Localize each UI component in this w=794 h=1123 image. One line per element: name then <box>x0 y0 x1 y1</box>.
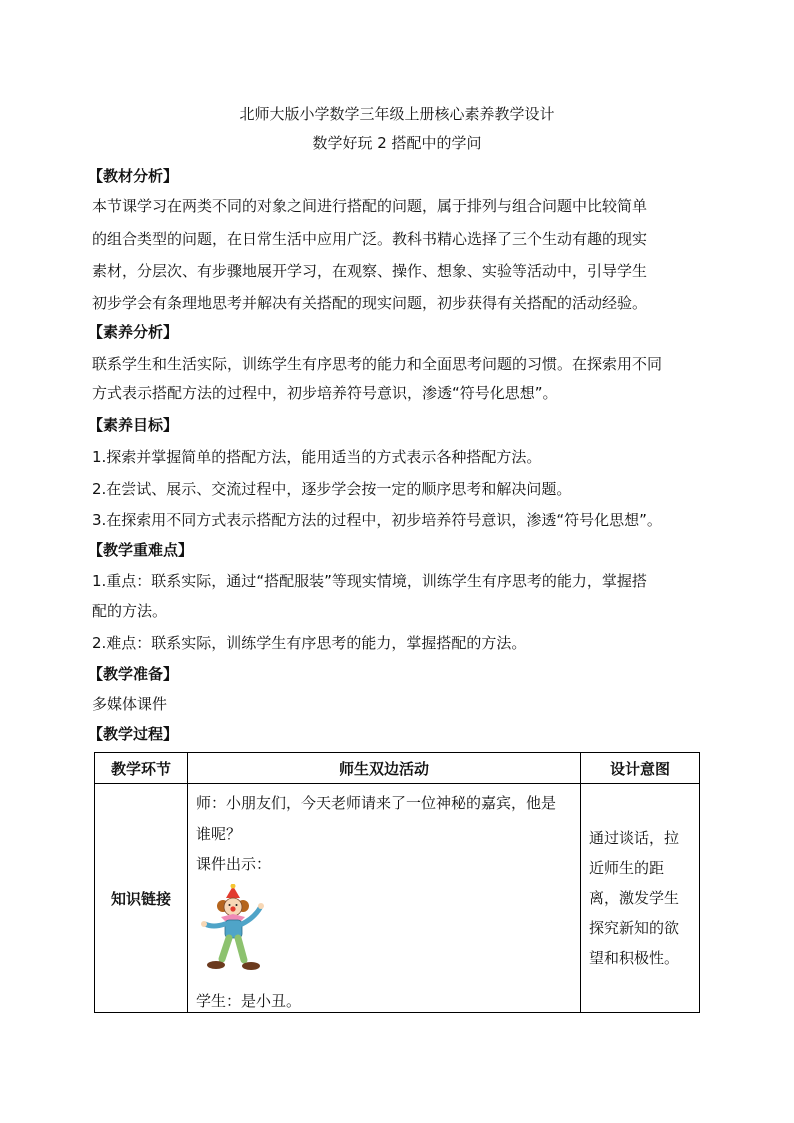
activity-line: 学生：是小丑。 <box>196 992 302 1010</box>
section-heading-prep: 【教学准备】 <box>88 665 179 683</box>
paragraph-line: 2.难点：联系实际，训练学生有序思考的能力，掌握搭配的方法。 <box>92 634 527 652</box>
table-header: 设计意图 <box>581 753 700 784</box>
table-header: 师生双边活动 <box>188 753 581 784</box>
doc-subtitle: 数学好玩 2 搭配中的学问 <box>312 134 482 152</box>
paragraph-line: 初步学会有条理地思考并解决有关搭配的现实问题，初步获得有关搭配的活动经验。 <box>92 294 648 312</box>
clown-illustration <box>196 884 270 972</box>
table-header: 教学环节 <box>95 753 188 784</box>
doc-title: 北师大版小学数学三年级上册核心素养教学设计 <box>239 105 555 123</box>
paragraph-line: 联系学生和生活实际，训练学生有序思考的能力和全面思考问题的习惯。在探索用不同 <box>92 355 663 373</box>
paragraph-line: 本节课学习在两类不同的对象之间进行搭配的问题，属于排列与组合问题中比较简单 <box>92 197 648 215</box>
paragraph-line: 素材，分层次、有步骤地展开学习，在观察、操作、想象、实验等活动中，引导学生 <box>92 262 648 280</box>
activity-line: 谁呢？ <box>196 825 242 843</box>
prep-text: 多媒体课件 <box>92 695 168 713</box>
activity-line: 师：小朋友们，今天老师请来了一位神秘的嘉宾，他是 <box>196 794 557 812</box>
paragraph-line: 配的方法。 <box>92 602 168 620</box>
section-heading-analysis: 【教材分析】 <box>88 167 179 185</box>
activity-cell <box>188 784 581 1013</box>
paragraph-line: 方式表示搭配方法的过程中，初步培养符号意识，渗透“符号化思想”。 <box>92 384 558 402</box>
goal-item: 1.探索并掌握简单的搭配方法，能用适当的方式表示各种搭配方法。 <box>92 448 542 466</box>
section-heading-literacy: 【素养分析】 <box>88 323 179 341</box>
table-row <box>95 784 700 1013</box>
paragraph-line: 的组合类型的问题，在日常生活中应用广泛。教科书精心选择了三个生动有趣的现实 <box>92 230 648 248</box>
intent-text: 通过谈话，拉近师生的距离，激发学生探究新知的欲望和积极性。 <box>589 829 680 967</box>
process-table <box>94 752 700 1013</box>
section-heading-key-points: 【教学重难点】 <box>88 541 194 559</box>
activity-line: 课件出示： <box>196 855 272 873</box>
intent-cell <box>581 784 700 1013</box>
goal-item: 3.在探索用不同方式表示搭配方法的过程中，初步培养符号意识，渗透“符号化思想”。 <box>92 511 662 529</box>
section-heading-process: 【教学过程】 <box>88 725 179 743</box>
table-header-row <box>95 753 700 784</box>
goal-item: 2.在尝试、展示、交流过程中，逐步学会按一定的顺序思考和解决问题。 <box>92 480 572 498</box>
paragraph-line: 1.重点：联系实际，通过“搭配服装”等现实情境，训练学生有序思考的能力，掌握搭 <box>92 572 647 590</box>
stage-cell: 知识链接 <box>95 784 188 1013</box>
section-heading-goals: 【素养目标】 <box>88 416 179 434</box>
